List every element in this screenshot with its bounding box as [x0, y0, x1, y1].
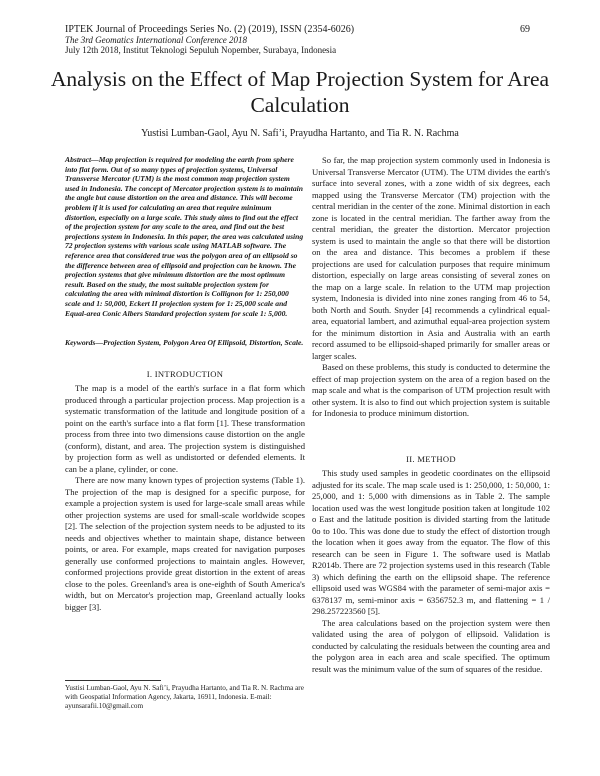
- introduction-body: [65, 383, 305, 613]
- section-heading-method: II. METHOD: [406, 454, 456, 464]
- right-column-body: [312, 155, 550, 420]
- paragraph: Based on these problems, this study is conducted to determine the effect of map projection system on the area of a region based on the map scale and what is the comparison of UTM projection result with other system. It is also to find out which projection system is suitable for Indonesia to produce minimum distortion.: [312, 362, 550, 418]
- method-body: [312, 468, 550, 675]
- conference-name: The 3rd Geomatics International Conference 2018: [65, 35, 248, 45]
- paragraph: So far, the map projection system commonly used in Indonesia is Universal Transverse Mercator (UTM). The UTM divides the earth's surface into several zones, with a zone width of six degrees, each mapped using the Transverse Mercator (TM) projection with the central meridian in the center of the zone. Minimal distortion in each zone is located in the central meridian. The farther away from the central meridian, the greater the distortion. Mercator projection system is used to maintain the angle so that there will be distortion on the area and distance. This becomes a problem if these projections are used for calculation purposes that require minimum distortion, especially on large areas consisting of several zones on the map on a large scale. In relation to the UTM map projection system, Indonesia is divided into nine zones ranging from 46 to 54, both North and South. Snyder [4] recommends a cylindrical equal-area, equatorial lambert, and azimuthal equal-area projection system for the minimum distortion in Asia and Australia with an earth record assumed to be ellipsoid-shaped primarily for smaller areas or larger scales.: [312, 155, 550, 361]
- author-list: Yustisi Lumban-Gaol, Ayu N. Safi’i, Prayudha Hartanto, and Tia R. N. Rachma: [141, 128, 459, 139]
- keywords: Keywords—Projection System, Polygon Area Of Ellipsoid, Distortion, Scale.: [65, 338, 304, 347]
- abstract: Abstract—Map projection is required for modeling the earth from sphere into flat form. Out of so many types of projection systems, Universal Transverse Mercator (UTM) is the most common map projection system used in Indonesia. The concept of Mercator projection system is to maintain the angle but cause distortion on the area and distance. This will become problem if it is used for calculating an area that require minimum distortion, especially on a large scale. This study aims to find out the effect of the projection system for any scale to the area, and find out the best projections system in Indonesia. In this paper, the area was calculated using 72 projection systems with various scale using MATLAB software. The reference area that considered true was the polygon area of an ellipsoid so the difference between area of ellipsoid and projection can be known. The projection systems that give minimum distortion are the most optimum result. Based on the study, the most suitable projection system for calculating the area with minimal distortion is Collignon for 1: 250,000 scale and 1: 50,000, Eckert II projection system for 1: 25,000 scale and Equal-area Conic Albers Standard projection system for scale 1: 5,000.: [65, 155, 304, 318]
- paragraph: There are now many known types of projection systems (Table 1). The projection of the map is designed for a specific purpose, for example a projection system is used for large-scale small areas while other projection systems are used for small-scale worldwide scopes [2]. The selection of the projection system needs to be adjusted to its needs and objectives whether to maintain shape, distance between points, or area. For example, maps created for navigation purposes generally use conformed projections to maintain angles. However, conformed projections provide great distortion in the extent of areas close to the poles. Greenland's area is one-eighth of South America's width, but on Mercator's projection map, Greenland actually looks bigger [3].: [65, 475, 305, 612]
- conference-venue: July 12th 2018, Institut Teknologi Sepuluh Nopember, Surabaya, Indonesia: [65, 45, 337, 55]
- section-heading-introduction: I. INTRODUCTION: [146, 369, 224, 379]
- paragraph: This study used samples in geodetic coordinates on the ellipsoid adjusted for its scale. The map scale used is 1: 250,000, 1: 50,000, 1: 25,000, and 1: 5,000 with dimensions as in Table 2. The sample location used was the west longitude position taken at longitude 102 o East and the latitude position is divided starting from the latitude 0o to 10o. This was done due to study the effect of distortion trough the location when it goes away from the equator. The flow of this research can be seen in Figure 1. The software used is Matlab R2014b. There are 72 projection systems used in this research (Table 3) which defining the earth on the ellipsoid shape. The reference ellipsoid used was WGS84 with the parameter of semi-major axis = 6378137 m, semi-minor axis = 6356752.3 m, and flattening = 1 / 298.257223560 [5].: [312, 468, 550, 616]
- journal-header: IPTEK Journal of Proceedings Series No. (2) (2019), ISSN (2354-6026): [65, 24, 355, 35]
- paragraph: The area calculations based on the projection system were then validated using the area of polygon of ellipsoid. Validation is conducted by calculating the residuals between the counting area and the polygon area in each area and scale specified. The optimum result was the minimum value of the sum of squares of the residue.: [312, 617, 550, 674]
- paper-title: Analysis on the Effect of Map Projection System for Area Calculation: [50, 67, 550, 117]
- author-affiliation-footnote: Yustisi Lumban-Gaol, Ayu N. Safi’i, Prayudha Hartanto, and Tia R. N. Rachma are with Geospatial Information Agency, Jakarta, 16911, Indonesia. E-mail: ayunsarafii.10@gmail.com: [65, 684, 304, 711]
- footnote-divider: [65, 680, 161, 681]
- page-number: 69: [520, 24, 530, 35]
- paragraph: The map is a model of the earth's surface in a flat form which produced through a particular projection process. Map projection is a systematic transformation of the latitude and longitude position of a point on the earth's surface into a flat form [1]. These transformation process from three into two dimensions cause distortion on the angle (conform), distant, and area. The projection system is distinguished by projection form as well as undistorted or defended elements. It can be a plane, cylinder, or cone.: [65, 383, 305, 474]
